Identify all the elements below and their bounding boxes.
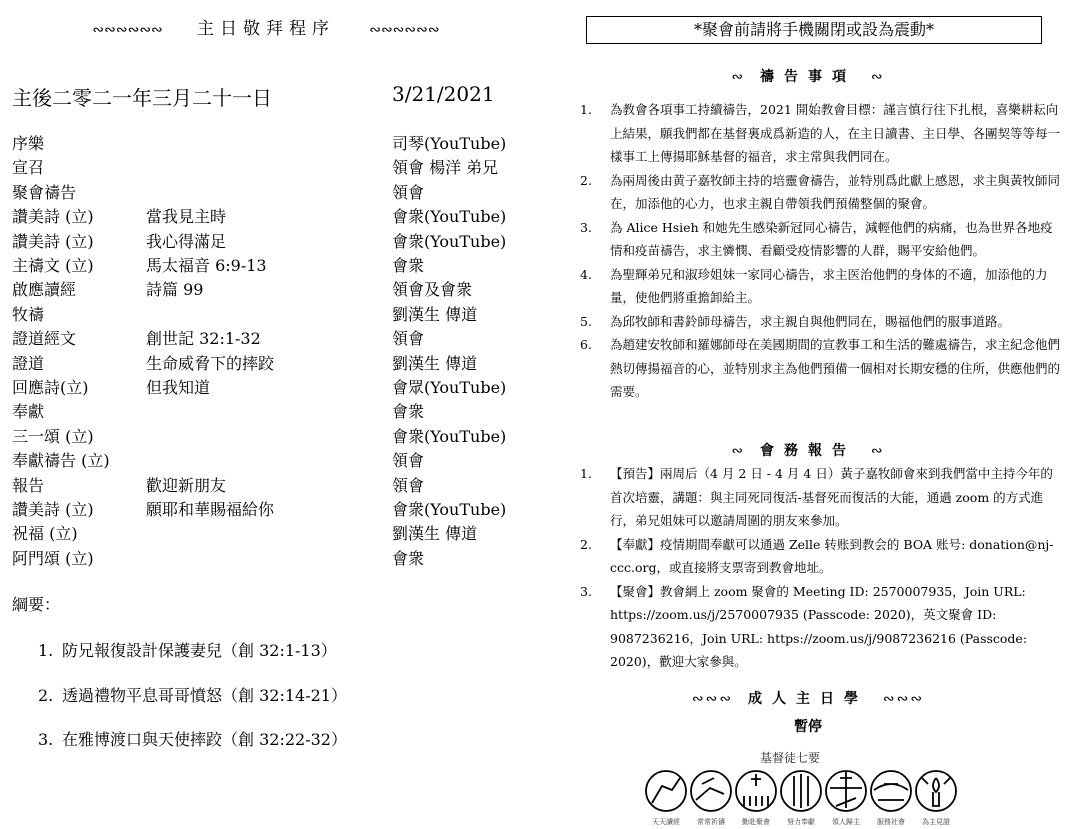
community-service-figure [874, 784, 908, 800]
prayer-item-number: 3. [580, 219, 592, 235]
order-leader: 領會 [392, 475, 425, 495]
outline-number: 2. [38, 685, 54, 705]
logo-title: 基督徒七要 [759, 751, 821, 765]
order-leader: 司琴(YouTube) [392, 134, 507, 153]
order-leader: 會眾(YouTube) [392, 378, 507, 397]
prayer-item-number: 6. [580, 337, 592, 352]
announcement-item [574, 580, 1062, 674]
outline-text: 防兄報復設計保護妻兒（創 32:1-13） [62, 641, 337, 660]
witness-candle-figure [922, 778, 950, 806]
prayer-item-text: 為邱牧師和書鈴師母禱告，求主親自與他們同在，賜福他們的服事道路。 [610, 313, 1011, 329]
outline-item [38, 727, 347, 750]
order-item: 阿門頌 (立) [12, 548, 94, 568]
prayer-item-number: 5. [580, 313, 592, 329]
praying-icon [691, 771, 731, 811]
evangelism-figure [830, 772, 862, 808]
outline-item [38, 683, 347, 706]
prayer-section-title [546, 66, 1070, 86]
order-leader: 會衆 [392, 402, 425, 422]
title-ornament-left: ∾∾∾∾∾∾ [92, 22, 163, 38]
order-item: 讚美詩 (立) [12, 500, 94, 519]
sermon-outline-label: 綱要： [12, 595, 61, 614]
prayer-item-number: 4. [580, 266, 592, 282]
logo-caption: 天天讀經 [652, 818, 680, 826]
logo-caption: 服務社會 [877, 818, 905, 826]
service-date-number: 3/21/2021 [392, 82, 495, 106]
prayer-item-number: 1. [580, 102, 592, 117]
community-service-icon [871, 771, 911, 811]
praying-figure [696, 778, 724, 800]
service-date-text: 主後二零二一年三月二十一日 [12, 86, 272, 110]
order-detail: 我心得滿足 [146, 231, 227, 251]
announcement-item-text: 【奉獻】疫情期間奉獻可以通過 Zelle 转账到教会的 BOA 账号: donation@nj-ccc.org，或直接將支票寄到教會地址。 [610, 536, 1054, 575]
prayer-list [574, 98, 1062, 404]
order-item: 讚美詩 (立) [12, 231, 94, 251]
order-item: 回應詩(立) [12, 378, 89, 397]
order-item: 牧禱 [12, 304, 45, 324]
outline-number: 1. [38, 641, 54, 660]
prayer-ornament-right: ∾ [870, 69, 885, 85]
order-leader: 會衆(YouTube) [392, 426, 507, 446]
announcement-item-text: 【聚會】教會網上 zoom 聚會的 Meeting ID: 2570007935，Join URL: https://zoom.us/j/2570007935 (Passcode: 2020)，英文聚會 ID: 9087236216，Join URL: https://zoom.us/j/9087236216 (Passcode: 2020)，歡迎大家參與。 [610, 583, 1028, 669]
order-item: 序樂 [12, 134, 45, 153]
order-detail: 創世記 32:1-32 [146, 329, 261, 349]
bible-reading-figure [652, 778, 680, 803]
prayer-item-text: 為教會各項事工持續禱告，2021 開始教會目標：謹言慎行往下扎根，喜樂耕耘向上結果，願我們都在基督裏成爲新造的人，在主日讀書、主日學、各團契等等每一樣事工上傳揚耶穌基督的福音，求主常與我們同在。 [610, 102, 1061, 164]
offering-figure [794, 774, 808, 808]
prayer-ornament-left: ∾ [731, 69, 746, 85]
announcement-item-number: 1. [580, 466, 592, 481]
prayer-item [574, 98, 1062, 169]
announcement-item-number: 3. [580, 583, 592, 599]
prayer-item [574, 310, 1062, 334]
prayer-item [574, 216, 1062, 263]
order-item: 報告 [12, 475, 45, 495]
announcement-title-text: 會務報告 [760, 443, 856, 459]
announcement-item-number: 2. [580, 536, 592, 552]
prayer-title-text: 禱告事項 [760, 69, 856, 85]
order-leader: 領會及會衆 [392, 280, 473, 300]
order-detail: 歡迎新朋友 [146, 475, 227, 495]
order-leader: 會衆 [392, 548, 425, 568]
order-leader: 會衆(YouTube) [392, 500, 507, 519]
order-leader: 領會 [392, 451, 425, 471]
bible-reading-icon [646, 771, 686, 811]
logo-caption: 領人歸主 [832, 818, 860, 826]
outline-item [38, 638, 337, 661]
order-leader: 會衆 [392, 256, 425, 275]
order-detail: 生命威脅下的摔跤 [146, 353, 275, 373]
order-item: 證道 [12, 353, 45, 373]
sunday-school-ornament-right: ∾∾∾ [882, 691, 925, 707]
seven-essentials-logo [640, 748, 970, 826]
announcement-ornament-right: ∾ [870, 443, 885, 459]
outline-number: 3. [38, 730, 54, 749]
announcement-item [574, 462, 1062, 533]
order-detail: 馬太福音 6:9-13 [146, 256, 267, 275]
logo-caption: 努力奉獻 [787, 818, 815, 826]
worship-title-text: 主日敬拜程序 [197, 19, 335, 39]
order-item: 宣召 [12, 158, 45, 178]
order-leader: 劉漢生 傳道 [392, 304, 478, 324]
order-leader: 劉漢生 傳道 [392, 353, 478, 373]
prayer-item-text: 為聖輝弟兄和淑珍姐妹一家同心禱告，求主医治他們的身体的不適，加添他的力量，使他們將重擔卸給主。 [610, 266, 1048, 305]
phone-notice-box: *聚會前請將手機關閉或設為震動* [586, 16, 1042, 44]
order-item: 奉獻 [12, 402, 45, 422]
logo-caption: 常常祈禱 [697, 818, 725, 826]
church-attendance-figure [744, 774, 768, 806]
order-detail: 詩篇 99 [146, 280, 204, 300]
prayer-item-number: 2. [580, 172, 592, 188]
order-leader: 領會 [392, 329, 425, 349]
order-item: 讚美詩 (立) [12, 207, 94, 227]
announcement-item [574, 533, 1062, 580]
prayer-item-text: 為趙建安牧師和羅娜師母在美國期間的宣教事工和生活的難處禱告，求主紀念他們熱切傳揚福音的心，並特別求主為他們預備一個相对长期安穩的住所，供應他們的需要。 [610, 337, 1061, 399]
order-item: 聚會禱告 [12, 182, 77, 202]
order-leader: 領會 楊洋 弟兄 [392, 158, 499, 178]
order-item: 證道經文 [12, 329, 77, 349]
order-item: 三一頌 (立) [12, 426, 94, 446]
order-item: 主禱文 (立) [12, 256, 94, 275]
order-detail: 當我見主時 [146, 207, 227, 227]
logo-caption: 勤赴聚會 [742, 818, 770, 826]
sunday-school-title-text: 成人主日學 [748, 691, 868, 707]
logo-caption: 為主見證 [922, 818, 950, 826]
order-detail: 願耶和華賜福給你 [146, 500, 275, 519]
order-detail: 但我知道 [146, 378, 211, 397]
prayer-item-text: 為兩周後由黄子嘉牧師主持的培靈會禱告，並特別爲此獻上感恩，求主與黃牧師同在，加添他的心力，也求主親自帶領我們預備整個的聚會。 [610, 172, 1061, 211]
outline-text: 透過禮物平息哥哥憤怒（創 32:14-21） [62, 685, 347, 705]
sunday-school-title [546, 688, 1070, 708]
prayer-item [574, 333, 1062, 404]
order-leader: 會衆(YouTube) [392, 231, 507, 251]
title-ornament-right: ∾∾∾∾∾∾ [369, 22, 440, 38]
order-item: 祝福 (立) [12, 524, 78, 544]
prayer-item [574, 169, 1062, 216]
order-leader: 劉漢生 傳道 [392, 524, 478, 544]
announcement-list [574, 462, 1062, 674]
order-item: 啟應讀經 [12, 280, 77, 300]
announcement-item-text: 【預告】兩周后（4 月 2 日 - 4 月 4 日）黃子嘉牧師會來到我們當中主持今年的首次培靈，講題：與主同死同復活-基督死而復活的大能，通過 zoom 的方式進行，弟兄姐妹可以邀請周圍的朋友來參加。 [610, 466, 1053, 528]
sunday-school-ornament-left: ∾∾∾ [691, 691, 734, 707]
order-leader: 會衆(YouTube) [392, 207, 507, 227]
order-item: 奉獻禱告 (立) [12, 451, 110, 471]
worship-order-title [0, 14, 532, 39]
prayer-item [574, 263, 1062, 310]
announcement-section-title [546, 440, 1070, 460]
prayer-item-text: 為 Alice Hsieh 和她先生感染新冠同心禱告，減輕他們的病痛，也為世界各地疫情和疫苗禱告，求主憐憫、看顧受疫情影響的人群，賜平安給他們。 [610, 219, 1053, 258]
announcement-ornament-left: ∾ [731, 443, 746, 459]
sunday-school-status: 暫停 [794, 719, 822, 735]
outline-text: 在雅博渡口與天使摔跤（創 32:22-32） [62, 730, 347, 749]
order-leader: 領會 [392, 182, 425, 202]
